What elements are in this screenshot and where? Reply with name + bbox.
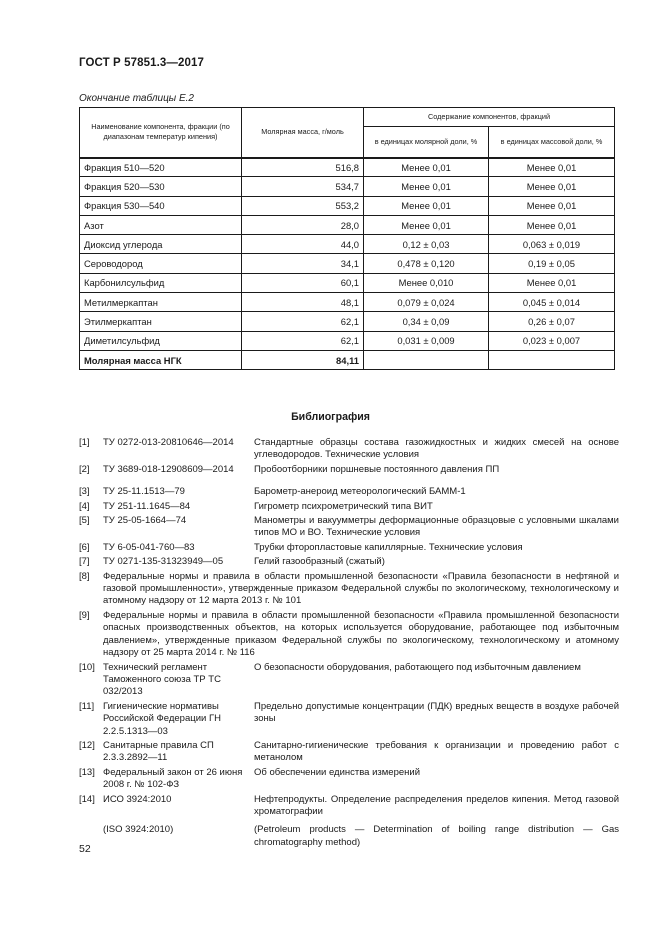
entry-text: Санитарно-гигиенические требования к организации и проведению работ с метанолом [254, 739, 619, 764]
bibliography-list [79, 437, 619, 849]
bibliography-entry [79, 794, 619, 819]
table-row-total [80, 350, 615, 369]
entry-standard: Федеральный закон от 26 июня 2008 г. № 102-ФЗ [103, 766, 243, 791]
bibliography-entry [79, 501, 619, 513]
entry-standard: Технический регламент Таможенного союза ТР ТС 032/2013 [103, 661, 221, 698]
cell-mole: Менее 0,01 [364, 177, 489, 196]
cell-empty [364, 350, 489, 369]
entry-number: [14] [79, 793, 95, 805]
entry-number: [8] [79, 570, 90, 582]
entry-text: Федеральные нормы и правила в области промышленной безопасности «Правила промышленной безопасности опасных производственных объектов, на которых используется оборудование, работающее под избыточным давлением», утвержденные приказом Федеральной службы по экологическому, технологическому и атомному надзору от 25 марта 2014 г. № 116 [103, 609, 619, 659]
cell-mole: 0,34 ± 0,09 [364, 312, 489, 331]
cell-molar-mass: 534,7 [242, 177, 364, 196]
cell-molar-mass: 62,1 [242, 312, 364, 331]
cell-name: Азот [80, 215, 242, 234]
cell-mole: 0,079 ± 0,024 [364, 293, 489, 312]
table-caption: Окончание таблицы Е.2 [79, 93, 194, 104]
cell-name: Фракция 530—540 [80, 196, 242, 215]
entry-text: Трубки фторопластовые капиллярные. Технические условия [254, 541, 523, 553]
entry-standard: ИСО 3924:2010 [103, 793, 172, 805]
cell-name: Этилмеркаптан [80, 312, 242, 331]
col-header-component: Наименование компонента, фракции (по диапазонам температур кипения) [80, 108, 242, 158]
bibliography-title: Библиография [291, 411, 370, 423]
cell-molar-mass: 84,11 [242, 350, 364, 369]
entry-text: О безопасности оборудования, работающего под избыточным давлением [254, 661, 581, 673]
cell-mole: Менее 0,01 [364, 215, 489, 234]
cell-mole: Менее 0,01 [364, 196, 489, 215]
bibliography-entry [79, 486, 619, 498]
entry-number: [10] [79, 661, 95, 673]
entry-number: [9] [79, 609, 90, 621]
cell-name: Метилмеркаптан [80, 293, 242, 312]
cell-empty [489, 350, 615, 369]
cell-name: Сероводород [80, 254, 242, 273]
cell-mass: 0,045 ± 0,014 [489, 293, 615, 312]
bibliography-entry [79, 701, 619, 738]
entry-number: [7] [79, 556, 90, 568]
entry-number: [1] [79, 437, 90, 448]
entry-number: [4] [79, 500, 90, 512]
entry-standard: ТУ 25-11.1513—79 [103, 486, 185, 498]
bibliography-entry [79, 610, 619, 660]
bibliography-entry [79, 571, 619, 608]
entry-standard: ТУ 3689-018-12908609—2014 [103, 463, 234, 475]
cell-mole: Менее 0,01 [364, 158, 489, 177]
entry-text: Стандартные образцы состава газожидкостных и жидких смесей на основе углеводородов. Технические условия [254, 437, 619, 461]
table-row [80, 196, 615, 215]
entry-standard: ТУ 251-11.1645—84 [103, 500, 191, 512]
entry-text: Федеральные нормы и правила в области промышленной безопасности «Правила безопасности в нефтяной и газовой промышленности», утвержденные приказом Федеральной службы по экологическому, технологическому и атомному надзору от 12 марта 2013 г. № 101 [103, 570, 619, 607]
bibliography-entry [79, 556, 619, 568]
cell-molar-mass: 28,0 [242, 215, 364, 234]
cell-molar-mass: 44,0 [242, 235, 364, 254]
cell-mole: Менее 0,010 [364, 273, 489, 292]
entry-standard: ТУ 6-05-041-760—83 [103, 541, 195, 553]
entry-standard: ТУ 0272-013-20810646—2014 [103, 437, 234, 448]
entry-text: Барометр-анероид метеорологический БАММ-1 [254, 486, 466, 498]
col-header-content: Содержание компонентов, фракций [364, 108, 615, 127]
entry-standard: (ISO 3924:2010) [103, 824, 174, 836]
cell-mass: Менее 0,01 [489, 158, 615, 177]
cell-molar-mass: 516,8 [242, 158, 364, 177]
entry-text: Нефтепродукты. Определение распределения пределов кипения. Метод газовой хроматографии [254, 793, 619, 817]
entry-number: [6] [79, 541, 90, 553]
cell-mass: Менее 0,01 [489, 177, 615, 196]
cell-mass: 0,023 ± 0,007 [489, 331, 615, 350]
bibliography-entry [79, 464, 619, 476]
cell-name: Диметилсульфид [80, 331, 242, 350]
entry-standard: Гигиенические нормативы Российской Федерации ГН 2.2.5.1313—03 [103, 700, 221, 737]
entry-number: [2] [79, 463, 90, 475]
cell-mass: 0,063 ± 0,019 [489, 235, 615, 254]
entry-text: Гелий газообразный (сжатый) [254, 556, 385, 568]
bibliography-entry [79, 437, 619, 462]
entry-text: (Petroleum products — Determination of boiling range distribution — Gas chromatography method) [254, 824, 619, 848]
cell-molar-mass: 62,1 [242, 331, 364, 350]
entry-number: [11] [79, 700, 95, 712]
table-row [80, 215, 615, 234]
col-header-mole: в единицах молярной доли, % [364, 127, 489, 158]
entry-text: Об обеспечении единства измерений [254, 766, 421, 778]
cell-name: Фракция 510—520 [80, 158, 242, 177]
entry-text: Гигрометр психрометрический типа ВИТ [254, 500, 433, 512]
entry-text: Пробоотборники поршневые постоянного давления ПП [254, 463, 500, 475]
cell-name: Молярная масса НГК [80, 350, 242, 369]
table-row [80, 254, 615, 273]
entry-number: [5] [79, 515, 90, 527]
table-row [80, 177, 615, 196]
cell-molar-mass: 553,2 [242, 196, 364, 215]
table-row [80, 235, 615, 254]
table-row [80, 331, 615, 350]
cell-name: Диоксид углерода [80, 235, 242, 254]
table-row [80, 158, 615, 177]
table-row [80, 273, 615, 292]
page-number: 52 [79, 843, 91, 855]
entry-number: [12] [79, 739, 95, 751]
cell-mole: 0,478 ± 0,120 [364, 254, 489, 273]
cell-mass: Менее 0,01 [489, 273, 615, 292]
cell-mass: Менее 0,01 [489, 196, 615, 215]
entry-text: Предельно допустимые концентрации (ПДК) вредных веществ в воздухе рабочей зоны [254, 700, 619, 725]
cell-mass: 0,26 ± 0,07 [489, 312, 615, 331]
cell-mole: 0,031 ± 0,009 [364, 331, 489, 350]
entry-text: Манометры и вакуумметры деформационные образцовые с условными шкалами типов МО и ВО. Технические условия [254, 515, 619, 539]
cell-molar-mass: 34,1 [242, 254, 364, 273]
col-header-molar-mass: Молярная масса, г/моль [242, 108, 364, 158]
cell-molar-mass: 60,1 [242, 273, 364, 292]
entry-standard: Санитарные правила СП 2.3.3.2892—11 [103, 739, 214, 764]
col-header-mass: в единицах массовой доли, % [489, 127, 615, 158]
cell-name: Карбонилсульфид [80, 273, 242, 292]
table-row [80, 312, 615, 331]
bibliography-entry [79, 542, 619, 554]
table-row [80, 293, 615, 312]
composition-table [79, 107, 615, 370]
entry-standard: ТУ 0271-135-31323949—05 [103, 556, 224, 568]
cell-molar-mass: 48,1 [242, 293, 364, 312]
bibliography-entry [79, 824, 619, 849]
cell-mass: Менее 0,01 [489, 215, 615, 234]
cell-mole: 0,12 ± 0,03 [364, 235, 489, 254]
bibliography-entry [79, 740, 619, 765]
cell-name: Фракция 520—530 [80, 177, 242, 196]
entry-standard: ТУ 25-05-1664—74 [103, 515, 187, 527]
bibliography-entry [79, 515, 619, 540]
document-code: ГОСТ Р 57851.3—2017 [79, 57, 204, 69]
entry-number: [13] [79, 766, 95, 778]
bibliography-entry [79, 662, 619, 699]
cell-mass: 0,19 ± 0,05 [489, 254, 615, 273]
entry-number: [3] [79, 486, 90, 498]
bibliography-entry [79, 767, 619, 792]
